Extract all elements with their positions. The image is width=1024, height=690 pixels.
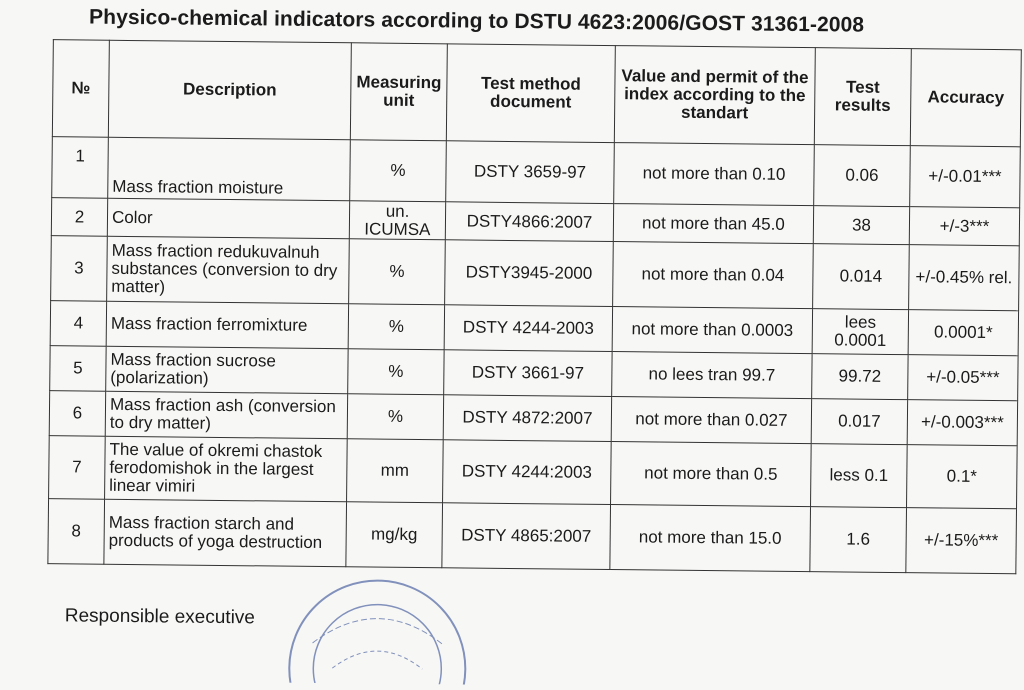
row-description: Color	[107, 198, 349, 239]
row-value: not more than 45.0	[613, 204, 813, 244]
row-value: not more than 0.04	[613, 242, 814, 309]
row-description: Mass fraction ferromixture	[106, 301, 348, 349]
header-results: Test results	[814, 48, 911, 146]
table-row	[52, 137, 1021, 208]
row-accuracy: +/-0.45% rel.	[909, 245, 1020, 311]
row-accuracy: +/-0.003***	[907, 400, 1017, 446]
row-unit: mg/kg	[346, 502, 443, 568]
row-unit: %	[348, 304, 444, 350]
row-result: 0.017	[811, 399, 907, 445]
row-accuracy: 0.0001*	[908, 310, 1018, 356]
row-number: 4	[50, 301, 106, 347]
table-row	[48, 499, 1017, 574]
row-description: The value of okremi chastok ferodomishok in the largest linear vimiri	[105, 436, 348, 502]
header-accuracy: Accuracy	[910, 49, 1021, 147]
header-value: Value and permit of the index according to the standart	[614, 46, 815, 145]
row-result: less 0.1	[811, 444, 908, 508]
row-method: DSTY 4872:2007	[443, 395, 611, 442]
row-description: Mass fraction ash (conversion to dry matter)	[105, 391, 347, 439]
row-method: DSTY 4244-2003	[444, 305, 612, 352]
row-number: 3	[51, 236, 108, 302]
table-header-row	[52, 40, 1021, 147]
row-method: DSTY 4244:2003	[443, 440, 612, 505]
row-method: DSTY 3661-97	[444, 350, 612, 397]
official-stamp	[282, 573, 473, 685]
row-description: Mass fraction sucrose (polarization)	[106, 346, 348, 394]
row-result: 0.06	[814, 145, 911, 207]
row-unit: %	[350, 140, 447, 202]
row-number: 5	[50, 346, 106, 392]
row-result: lees 0.0001	[812, 309, 908, 355]
row-description: Mass fraction starch and products of yoga destruction	[104, 499, 347, 567]
row-unit: un. ICUMSA	[349, 201, 445, 240]
row-number: 2	[51, 198, 107, 237]
row-description: Mass fraction redukuvalnuh substances (conversion to dry matter)	[107, 236, 350, 304]
row-unit: mm	[347, 439, 444, 503]
row-value: not more than 0.0003	[612, 307, 812, 354]
row-number: 8	[48, 499, 105, 565]
row-unit: %	[349, 239, 446, 305]
row-description: Mass fraction moisture	[108, 137, 351, 201]
page-title: Physico-chemical indicators according to DSTU 4623:2006/GOST 31361-2008	[88, 5, 865, 37]
row-number: 7	[49, 436, 106, 500]
row-result: 0.014	[813, 244, 910, 310]
header-description: Description	[108, 40, 351, 140]
row-number: 1	[52, 137, 109, 199]
row-result: 99.72	[812, 354, 908, 400]
table-row	[49, 436, 1018, 509]
responsible-executive-label: Responsible executive	[64, 605, 256, 629]
row-method: DSTY3945-2000	[445, 240, 614, 307]
stamp-seal	[288, 580, 466, 685]
row-accuracy: +/-0.05***	[908, 355, 1018, 401]
row-method: DSTY4866:2007	[445, 202, 613, 242]
row-accuracy: +/-3***	[909, 207, 1019, 246]
header-unit: Measuring unit	[350, 43, 447, 141]
header-no: №	[52, 40, 109, 138]
row-result: 1.6	[810, 507, 907, 573]
row-method: DSTY 3659-97	[446, 141, 615, 204]
row-value: not more than 0.10	[614, 143, 815, 206]
row-value: not more than 0.5	[611, 442, 812, 507]
row-value: no lees tran 99.7	[612, 352, 812, 399]
row-value: not more than 0.027	[611, 397, 811, 444]
row-result: 38	[813, 206, 909, 245]
row-unit: %	[347, 394, 443, 440]
table-row	[51, 236, 1020, 311]
row-unit: %	[348, 349, 444, 395]
row-method: DSTY 4865:2007	[442, 503, 611, 570]
row-accuracy: 0.1*	[907, 445, 1018, 509]
row-value: not more than 15.0	[610, 505, 811, 572]
indicators-table	[47, 39, 1021, 574]
row-accuracy: +/-15%***	[906, 508, 1017, 574]
row-number: 6	[49, 391, 105, 437]
row-accuracy: +/-0.01***	[910, 146, 1021, 208]
header-method: Test method document	[446, 44, 615, 143]
